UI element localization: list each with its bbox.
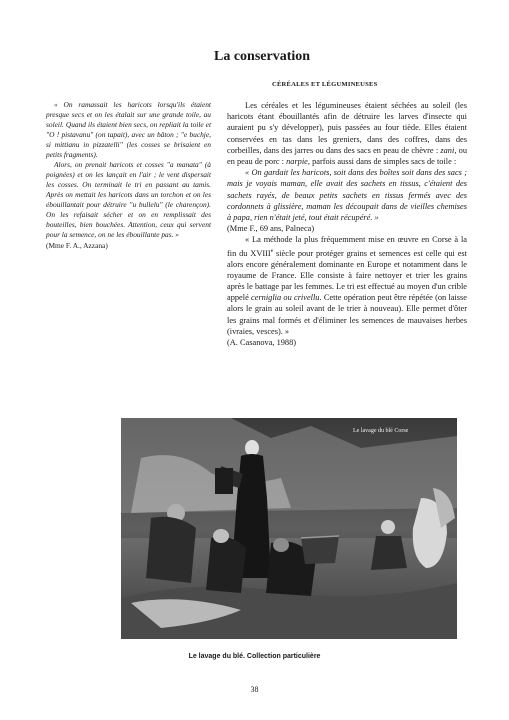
intro-text-c: , parfois aussi dans de simples sacs de toile : xyxy=(307,157,457,167)
left-quote-paragraph-1: « On ramassait les haricots lorsqu'ils étaient presque secs et on les étalait sur une grande toile, au soleil. Quand ils étaient bien secs, on repliait la toile et "O ! pistavanu" (on tapait), avec un bâton ; "e buchje, si mittianu in pizzatelli" (les cosses se brisaient en petits fragments). xyxy=(46,100,211,159)
quote-casanova-text-c: . Cette opération peut être répétée (on laisse alors le grain au soleil avant de le trier à nouveau). Elle permet d'ôter les grains mal formés et d'éliminer les semences de mauvaises herbes (ivraies, vesces). » xyxy=(227,293,468,336)
left-quote-source: (Mme F. A., Azzana) xyxy=(46,241,108,250)
left-quote-paragraph-2: Alors, on prenait haricots et cosses "a manata" (à poignées) et on les lançait en l'air ; le vent dispersait les cosses. On terminait le tri en passant au tamis. Après on mettait les haricots dans un torchon et on les ébouillantait pour détruire "u bullelu" (le charençon). On les refaisait sécher et on en remplissait des bouteilles, bien bouchées. Attention, ceux qui servent pour la semence, on ne les ébouillante pas. » xyxy=(46,160,211,239)
term-narpie: narpie xyxy=(286,157,308,167)
quote-palneca-source: (Mme F., 69 ans, Palneca) xyxy=(227,224,315,234)
main-text-column xyxy=(227,100,467,348)
quote-palneca: « On gardait les haricots, soit dans des boîtes soit dans des sacs ; mais je voyais maman, elle avait des sachets en tissus, c'étaient des sachets rayés, de beaux petits sachets en tissus fermés avec des cordonnets à glissière, maman les découpait dans de vieilles chemises à papa, rien n'était jeté, tout était récupéré. » xyxy=(227,168,467,223)
photo-caption: Le lavage du blé. Collection particulière xyxy=(188,653,321,660)
section-subtitle: CÉRÉALES ET LÉGUMINEUSES xyxy=(272,81,378,88)
intro-text-a: Les céréales et les légumineuses étaient séchées au soleil (les haricots étant ébouillantés afin de détruire les larves d'insecte qui auraient pu s'y développer), puis passées au four tiède. Elles étaient conservées en tas dans les greniers, dans des coffres, dans des corbeilles, dans des jarres ou dans des sacs en peau de chèvre : xyxy=(227,101,467,155)
quote-casanova-text-a: « La méthode la plus fréquemment mise en œuvre en Corse à la fin du XVIII xyxy=(227,235,467,258)
term-cribles: cerniglia ou crivellu xyxy=(251,293,320,303)
photo-inscription: Le lavage du blé Corse xyxy=(353,428,409,434)
intro-paragraph xyxy=(227,100,467,167)
page-number: 38 xyxy=(250,685,259,694)
century-superscript: e xyxy=(270,247,274,254)
left-quote-column xyxy=(46,100,211,251)
page-title: La conservation xyxy=(214,49,311,64)
quote-casanova-text-b: siècle pour protéger grains et semences est celle qui est alors encore généralement dominante en Europe et notamment dans le royaume de France. Elle consiste à faire nettoyer et trier les grains après le battage par les femmes. Le tri est effectué au moyen d'un crible appelé xyxy=(227,248,467,303)
quote-casanova-source: (A. Casanova, 1988) xyxy=(227,338,297,348)
intro-text-b: , ou en peau de porc : xyxy=(227,145,467,167)
wheat-washing-photo xyxy=(121,418,457,639)
term-zani: zani xyxy=(440,145,455,155)
quote-casanova xyxy=(227,234,467,337)
